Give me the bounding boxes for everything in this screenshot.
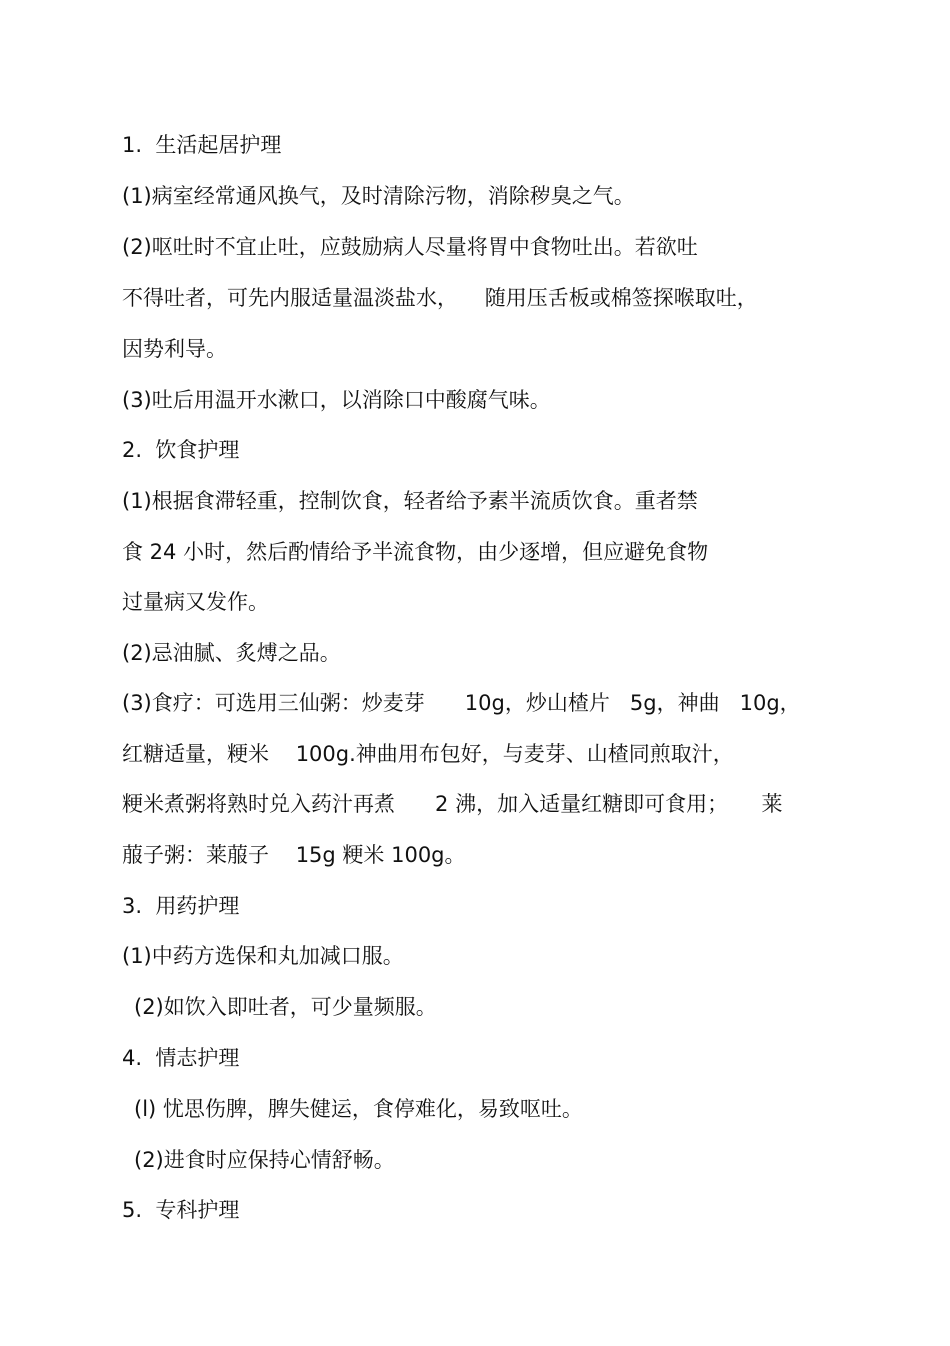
paragraph-line: (1)根据食滞轻重，控制饮食，轻者给予素半流质饮食。重者禁 <box>122 489 698 513</box>
paragraph-line: (2)进食时应保持心情舒畅。 <box>134 1148 395 1172</box>
paragraph-line: 菔子粥：莱菔子 15g 粳米 100g。 <box>122 843 466 867</box>
paragraph-line: (l) 忧思伤脾，脾失健运，食停难化，易致呕吐。 <box>134 1097 583 1121</box>
paragraph-line: (2)呕吐时不宜止吐，应鼓励病人尽量将胃中食物吐出。若欲吐 <box>122 235 698 259</box>
paragraph-line: (1)中药方选保和丸加减口服。 <box>122 944 404 968</box>
section-heading-5: 5. 专科护理 <box>122 1198 240 1222</box>
paragraph-line: 不得吐者，可先内服适量温淡盐水， 随用压舌板或棉签探喉取吐， <box>122 286 758 310</box>
paragraph-line: 红糖适量，粳米 100g.神曲用布包好，与麦芽、山楂同煎取汁， <box>122 742 734 766</box>
section-heading-2: 2. 饮食护理 <box>122 438 240 462</box>
paragraph-line: 粳米煮粥将熟时兑入药汁再煮 2 沸，加入适量红糖即可食用； 莱 <box>122 792 783 816</box>
section-heading-1: 1. 生活起居护理 <box>122 133 282 157</box>
paragraph-line: 过量病又发作。 <box>122 590 269 614</box>
section-heading-3: 3. 用药护理 <box>122 894 240 918</box>
paragraph-line: (3)吐后用温开水漱口，以消除口中酸腐气味。 <box>122 388 551 412</box>
paragraph-line: (3)食疗：可选用三仙粥：炒麦芽 10g，炒山楂片 5g，神曲 10g， <box>122 691 801 715</box>
paragraph-line: (2)忌油腻、炙煿之品。 <box>122 641 341 665</box>
paragraph-line: 因势利导。 <box>122 337 227 361</box>
paragraph-line: (2)如饮入即吐者，可少量频服。 <box>134 995 437 1019</box>
paragraph-line: (1)病室经常通风换气，及时清除污物，消除秽臭之气。 <box>122 184 635 208</box>
section-heading-4: 4. 情志护理 <box>122 1046 240 1070</box>
paragraph-line: 食 24 小时，然后酌情给予半流食物，由少逐增，但应避免食物 <box>122 540 709 564</box>
